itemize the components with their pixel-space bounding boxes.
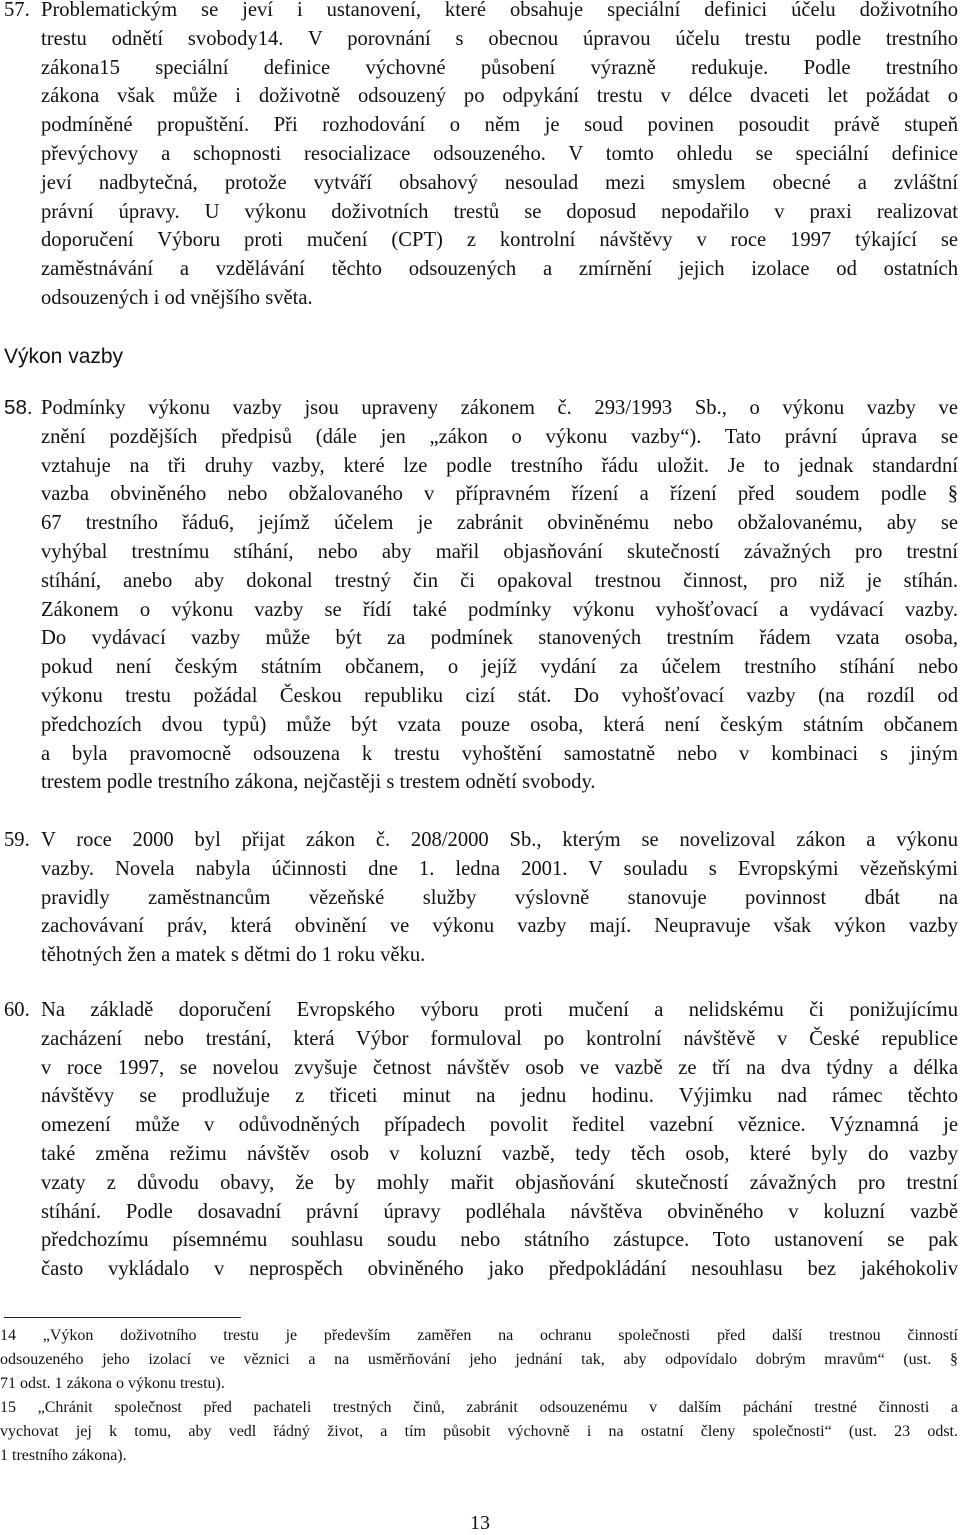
paragraph-58	[0, 394, 958, 797]
text-line: podmíněné propuštění. Při rozhodování o něm je soud povinen posoudit právě stupeň	[41, 114, 958, 137]
text-line: trestem podle trestního zákona, nejčastěji s trestem odnětí svobody.	[41, 771, 596, 794]
text-line: výkonu trestu požádal Českou republiku cizí stát. Do vyhošťovací vazby (na rozdíl od	[41, 684, 958, 707]
text-line: zacházení nebo trestání, která Výbor formuloval po kontrolní návštěvě v České republice	[41, 1027, 958, 1050]
text-line: právní úpravy. U výkonu doživotních trestů se doposud nepodařilo v praxi realizovat	[41, 200, 958, 223]
text-line: odsouzených i od vnějšího světa.	[41, 286, 313, 309]
text-line: v roce 1997, se novelou zvyšuje četnost návštěv osob ve vazbě ze tří na dva týdny a délka	[41, 1056, 958, 1079]
paragraph-number: 60.	[4, 999, 30, 1021]
paragraph-number: 59.	[4, 829, 30, 851]
text-line: jeví nadbytečná, protože vytváří obsahový nesoulad mezi smyslem obecné a zvláštní	[41, 171, 958, 194]
text-line: Zákonem o výkonu vazby se řídí také podmínky výkonu vyhošťovací a vydávací vazby.	[41, 598, 958, 621]
footnote-line: 1 trestního zákona).	[0, 1447, 127, 1464]
text-line: předchozímu písemnému souhlasu soudu nebo státního zástupce. Toto ustanovení se pak	[41, 1229, 958, 1252]
footnote-line: 14 „Výkon doživotního trestu je především zaměřen na ochranu společnosti před další trestnou činností	[0, 1327, 958, 1344]
text-line: zaměstnávání a vzdělávání těchto odsouzených a zmírnění jejich izolace od ostatních	[41, 258, 958, 281]
text-line: Do vydávací vazby může být za podmínek stanovených trestním řádem vzata osoba,	[41, 627, 958, 650]
text-line: a byla pravomocně odsouzena k trestu vyhoštění samostatně nebo v kombinaci s jiným	[41, 742, 958, 765]
text-line: omezení může v odůvodněných případech povolit ředitel vazební věznice. Významná je	[41, 1114, 958, 1137]
text-line: vzaty z důvodu obavy, že by mohly mařit objasňování skutečností závažných pro trestní	[41, 1171, 958, 1194]
footnote-line: 15 „Chránit společnost před pachateli trestných činů, zabránit odsouzenému v dalším páchání trestné činnosti a	[0, 1399, 958, 1416]
text-line: V roce 2000 byl přijat zákon č. 208/2000 Sb., kterým se novelizoval zákon a výkonu	[41, 829, 958, 851]
text-line: trestu odnětí svobody14. V porovnání s obecnou úpravou účelu trestu podle trestního	[41, 27, 958, 50]
text-line: Podmínky výkonu vazby jsou upraveny zákonem č. 293/1993 Sb., o výkonu vazby ve	[41, 397, 958, 419]
text-line: vztahuje na tři druhy vazby, které lze podle trestního řádu uložit. Je to jednak standardní	[41, 454, 958, 477]
text-line: znění pozdějších předpisů (dále jen „zákon o výkonu vazby“). Tato právní úprava se	[41, 425, 958, 448]
text-line: zákona15 speciální definice výchovné působení výrazně redukuje. Podle trestního	[41, 56, 958, 79]
text-line: Problematickým se jeví i ustanovení, které obsahuje speciální definici účelu doživotního	[41, 0, 958, 21]
paragraph-number: 57.	[4, 0, 30, 21]
text-line: pokud není českým státním občanem, o jejíž vydání za účelem trestního stíhání nebo	[41, 656, 958, 679]
text-line: stíhání. Podle dosavadní právní úpravy podléhala návštěva obviněného v koluzní vazbě	[41, 1200, 958, 1223]
text-line: předchozích dvou typů) může být vzata pouze osoba, která není českým státním občanem	[41, 713, 958, 736]
paragraph-57	[0, 0, 958, 313]
paragraph-number: 58.	[4, 396, 33, 419]
text-line: vazby. Novela nabyla účinnosti dne 1. ledna 2001. V souladu s Evropskými vězeňskými	[41, 857, 958, 880]
text-line: vyhýbal trestnímu stíhání, nebo aby mařil objasňování skutečností závažných pro trestní	[41, 540, 958, 563]
footnote-14	[0, 1324, 958, 1396]
text-line: těhotných žen a matek s dětmi do 1 roku věku.	[41, 944, 426, 967]
paragraph-59	[0, 826, 958, 970]
text-line: zachovávaní práv, která obvinění ve výkonu vazby mají. Neupravuje však výkon vazby	[41, 915, 958, 938]
footnote-separator	[4, 1317, 241, 1318]
text-line: Na základě doporučení Evropského výboru proti mučení a nelidskému či ponižujícímu	[41, 999, 958, 1021]
text-line: zákona však může i doživotně odsouzený po odpykání trestu v délce dvaceti let požádat o	[41, 85, 958, 108]
text-line: 67 trestního řádu6, jejímž účelem je zabránit obviněnému nebo obžalovanému, aby se	[41, 512, 958, 535]
footnote-15	[0, 1396, 958, 1468]
text-line: stíhání, anebo aby dokonal trestný čin či opakoval trestnou činnost, pro niž je stíhán.	[41, 569, 958, 592]
text-line: návštěvy se prodlužuje z třiceti minut na jednu hodinu. Výjimku nad rámec těchto	[41, 1085, 958, 1108]
text-line: doporučení Výboru proti mučení (CPT) z kontrolní návštěvy v roce 1997 týkající se	[41, 229, 958, 252]
text-line: pravidly zaměstnancům vězeňské služby výslovně stanovuje povinnost dbát na	[41, 886, 958, 909]
text-line: převýchovy a schopnosti resocializace odsouzeného. V tomto ohledu se speciální definice	[41, 142, 958, 165]
text-line: vazba obviněného nebo obžalovaného v přípravném řízení a řízení před soudem podle §	[41, 483, 958, 506]
footnote-line: 71 odst. 1 zákona o výkonu trestu).	[0, 1375, 225, 1392]
page-number: 13	[470, 1512, 490, 1534]
footnote-line: vychovat jej k tomu, aby vedl řádný život, a tím působit výchovně i na ostatní členy společnosti“ (ust. 23 odst.	[0, 1423, 958, 1440]
text-line: také změna režimu návštěv osob v koluzní vazbě, tedy těch osob, které byly do vazby	[41, 1142, 958, 1165]
section-heading: Výkon vazby	[4, 345, 124, 368]
footnote-line: odsouzeného jeho izolací ve věznici a na usměrňování jeho jednání tak, aby odpovídalo dobrým mravům“ (ust. §	[0, 1351, 958, 1368]
paragraph-60	[0, 996, 958, 1284]
text-line: často vykládalo v neprospěch obviněného jako předpokládání nesouhlasu bez jakéhokoliv	[41, 1258, 958, 1281]
